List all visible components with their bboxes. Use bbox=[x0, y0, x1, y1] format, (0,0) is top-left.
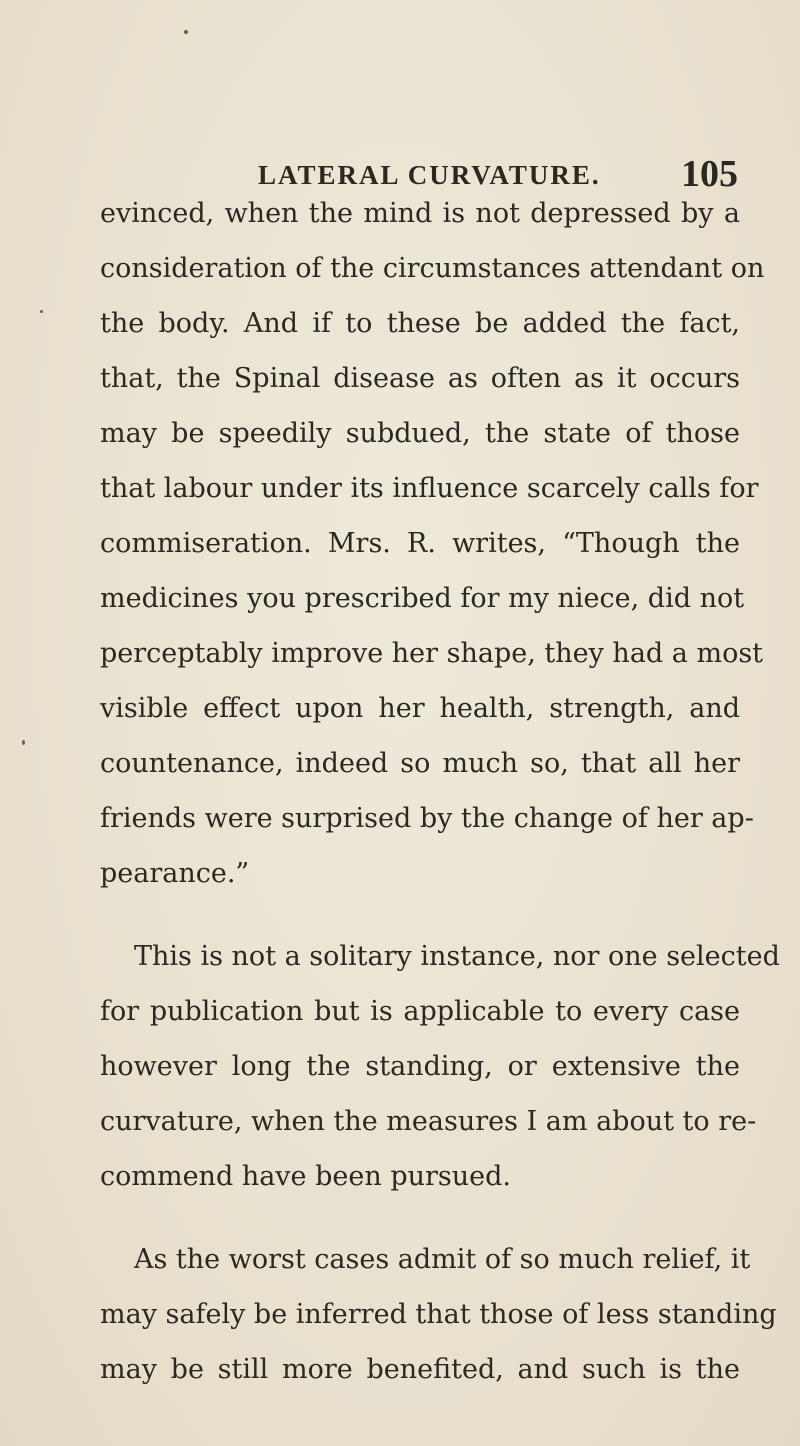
paragraph-1 bbox=[100, 186, 765, 901]
paper-speck bbox=[184, 30, 188, 34]
text-line: friends were surprised by the change of her ap- bbox=[100, 803, 754, 834]
text-line: for publication but is applicable to every case bbox=[100, 996, 740, 1027]
text-line: perceptably improve her shape, they had a most bbox=[100, 638, 764, 669]
running-title: LATERAL CURVATURE. bbox=[258, 160, 601, 190]
text-line: As the worst cases admit of so much relief, it bbox=[134, 1244, 751, 1275]
text-line: commiseration. Mrs. R. writes, “Though the bbox=[100, 528, 740, 559]
paragraph-3 bbox=[100, 1232, 777, 1397]
text-line: that labour under its influence scarcely calls for bbox=[100, 473, 759, 504]
text-line: may be still more benefited, and such is the bbox=[100, 1354, 740, 1385]
text-line: consideration of the circumstances attendant on bbox=[100, 253, 765, 284]
text-line: This is not a solitary instance, nor one selected bbox=[134, 941, 780, 972]
text-line: may safely be inferred that those of less standing bbox=[100, 1299, 777, 1330]
text-line: commend have been pursued. bbox=[100, 1161, 511, 1192]
paper-speck bbox=[40, 310, 43, 313]
text-line: medicines you prescribed for my niece, did not bbox=[100, 583, 745, 614]
text-line: pearance.” bbox=[100, 858, 250, 889]
text-line: countenance, indeed so much so, that all her bbox=[100, 748, 740, 779]
text-line: may be speedily subdued, the state of those bbox=[100, 418, 740, 449]
text-line: visible effect upon her health, strength, and bbox=[100, 693, 740, 724]
paragraph-gap bbox=[100, 901, 740, 929]
body-text bbox=[100, 186, 780, 1397]
paragraph-gap bbox=[100, 1204, 740, 1232]
page-number: 105 bbox=[681, 153, 738, 195]
text-line: curvature, when the measures I am about to re- bbox=[100, 1106, 757, 1137]
text-line: that, the Spinal disease as often as it occurs bbox=[100, 363, 740, 394]
paragraph-2 bbox=[100, 929, 780, 1204]
text-line: however long the standing, or extensive the bbox=[100, 1051, 740, 1082]
text-line: the body. And if to these be added the fact, bbox=[100, 308, 740, 339]
paper-speck bbox=[22, 740, 25, 745]
text-line: evinced, when the mind is not depressed by a bbox=[100, 198, 740, 229]
